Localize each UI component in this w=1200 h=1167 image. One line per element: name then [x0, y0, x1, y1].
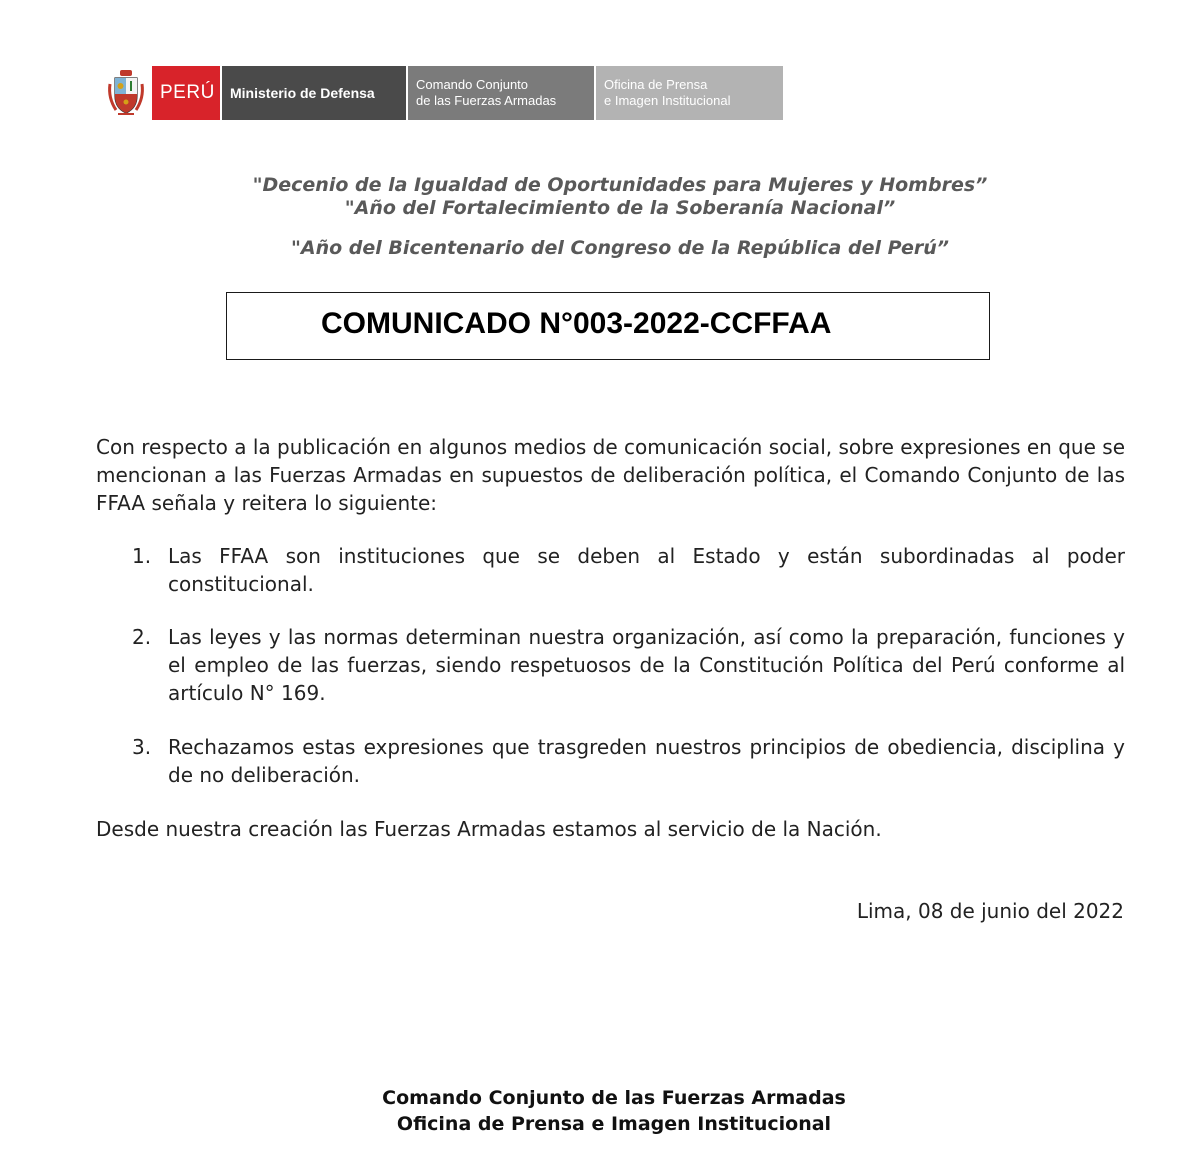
list-item: [96, 542, 1125, 598]
list-item: [96, 733, 1125, 789]
list-item-number: 3.: [132, 735, 152, 759]
document-title: COMUNICADO N°003-2022-CCFFAA: [321, 307, 832, 340]
document-date: Lima, 08 de junio del 2022: [856, 899, 1124, 923]
list-item: [96, 623, 1125, 707]
ministry-logo-segment: [222, 66, 406, 120]
list-item-number: 2.: [132, 625, 152, 649]
peru-logo-segment: [152, 66, 220, 120]
office-label-line1: Oficina de Prensa: [604, 77, 708, 92]
coat-of-arms-icon: [104, 66, 148, 120]
country-label: PERÚ: [160, 82, 215, 103]
command-label-line1: Comando Conjunto: [416, 77, 529, 92]
motto-year-bicentennial: "Año del Bicentenario del Congreso de la República del Perú”: [290, 237, 950, 259]
list-item-text: Las FFAA son instituciones que se deben al Estado y están subordinadas al poder constitucional.: [168, 544, 1125, 596]
footer-issuer: Comando Conjunto de las Fuerzas Armadas: [382, 1087, 846, 1109]
closing-statement: Desde nuestra creación las Fuerzas Armadas estamos al servicio de la Nación.: [96, 817, 882, 841]
institutional-header: [104, 66, 783, 120]
office-logo-segment: [596, 66, 783, 120]
list-item-text: Rechazamos estas expresiones que trasgreden nuestros principios de obediencia, disciplina y de no deliberación.: [168, 735, 1125, 787]
motto-decade: "Decenio de la Igualdad de Oportunidades para Mujeres y Hombres”: [252, 174, 988, 196]
title-box: [226, 292, 990, 360]
footer-office: Oficina de Prensa e Imagen Institucional: [396, 1113, 832, 1135]
ministry-label: Ministerio de Defensa: [230, 85, 375, 101]
command-label-line2: de las Fuerzas Armadas: [416, 93, 557, 108]
list-item-number: 1.: [132, 544, 152, 568]
list-item-text: Las leyes y las normas determinan nuestra organización, así como la preparación, funciones y el empleo de las fuerzas, siendo respetuosos de la Constitución Política del Perú conforme al artículo N° 169.: [168, 625, 1125, 705]
intro-paragraph: Con respecto a la publicación en algunos medios de comunicación social, sobre expresiones en que se mencionan a las Fuerzas Armadas en supuestos de deliberación política, el Comando Conjunto de las FFAA señala y reitera lo siguiente:: [96, 435, 1125, 515]
motto-year-sovereignty: "Año del Fortalecimiento de la Soberanía Nacional”: [344, 197, 896, 219]
office-label-line2: e Imagen Institucional: [604, 93, 731, 108]
command-logo-segment: [408, 66, 594, 120]
